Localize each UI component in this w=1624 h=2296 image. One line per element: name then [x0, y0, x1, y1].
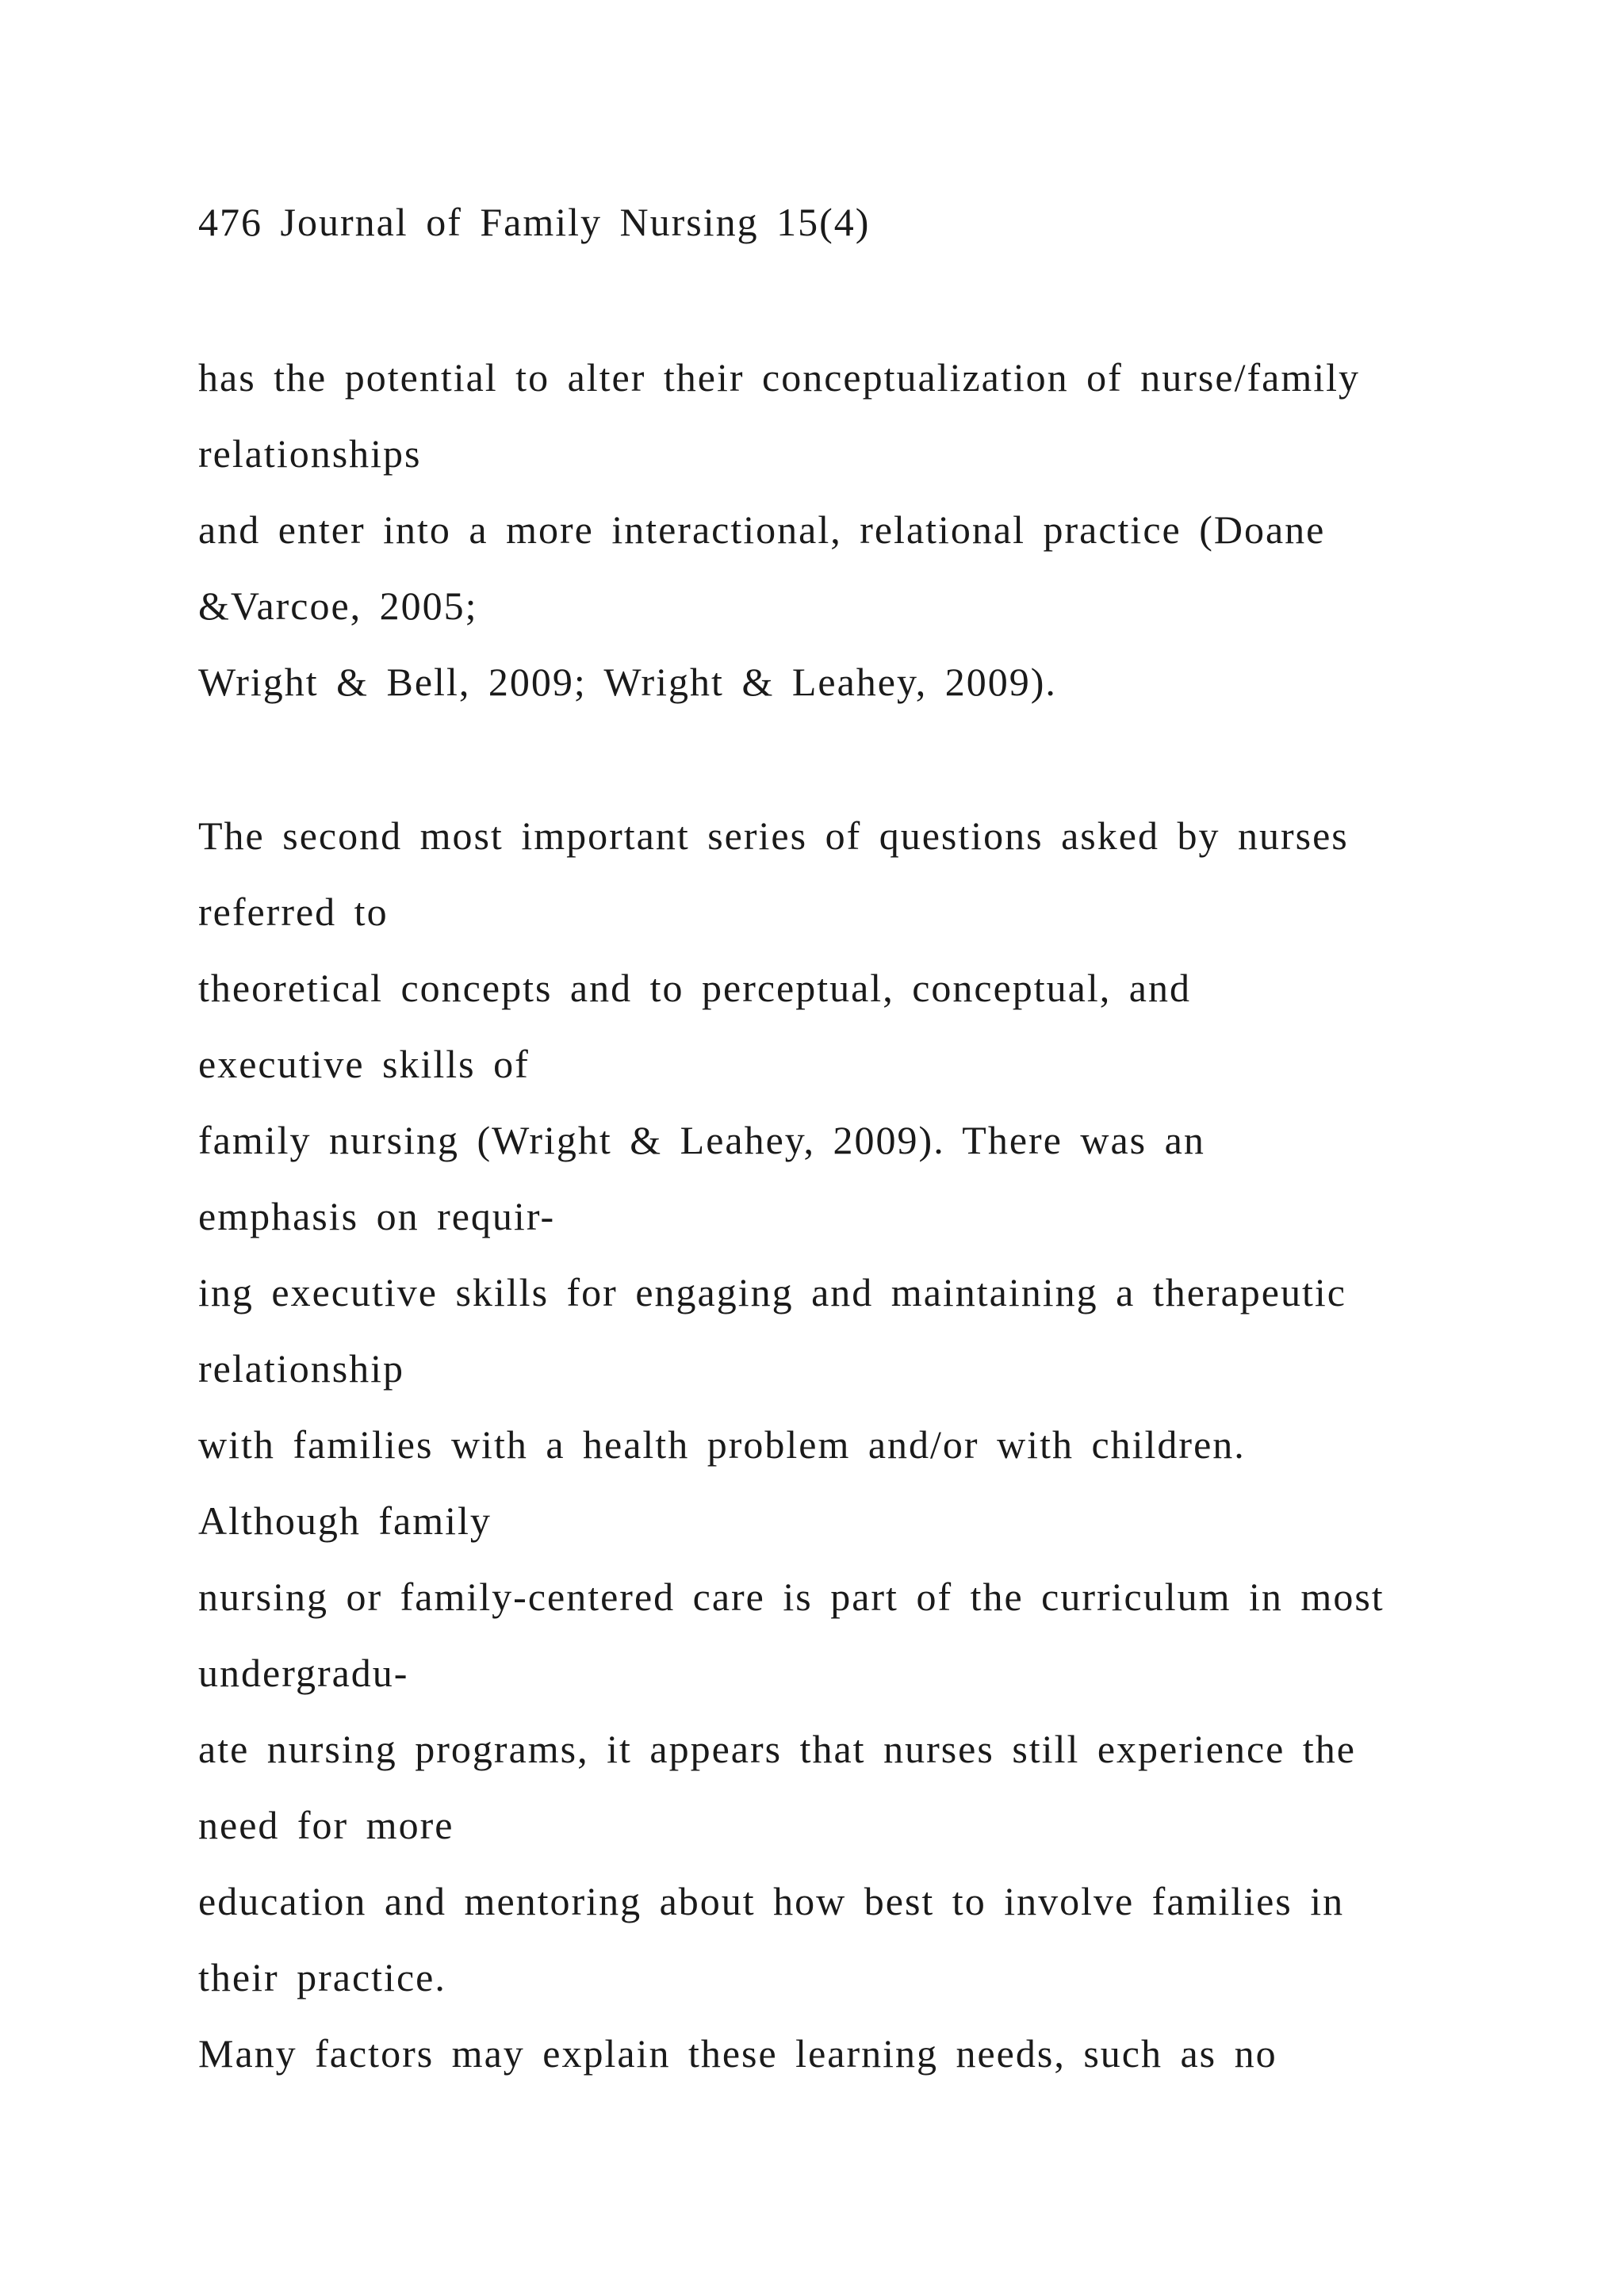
- text-line: family nursing (Wright & Leahey, 2009). There was an: [198, 1118, 1205, 1162]
- text-line: emphasis on requir-: [198, 1194, 556, 1238]
- text-line: has the potential to alter their conceptualization of nurse/family: [198, 355, 1360, 400]
- text-line: The second most important series of questions asked by nurses: [198, 813, 1349, 858]
- text-line: Many factors may explain these learning needs, such as no: [198, 2031, 1277, 2076]
- running-header: 476 Journal of Family Nursing 15(4): [198, 200, 871, 244]
- text-line: executive skills of: [198, 1042, 530, 1086]
- text-line: with families with a health problem and/or with children.: [198, 1422, 1246, 1467]
- text-line: Wright & Bell, 2009; Wright & Leahey, 2009).: [198, 660, 1057, 704]
- text-line: undergradu-: [198, 1651, 409, 1695]
- paragraph-1: [198, 339, 1507, 720]
- text-line: ing executive skills for engaging and maintaining a therapeutic: [198, 1270, 1346, 1314]
- text-line: education and mentoring about how best to involve families in: [198, 1879, 1345, 1923]
- text-line: Although family: [198, 1498, 492, 1543]
- text-line: need for more: [198, 1803, 454, 1847]
- text-line: referred to: [198, 890, 389, 934]
- text-line: relationship: [198, 1346, 405, 1391]
- text-line: relationships: [198, 431, 422, 476]
- paragraph-2: [198, 798, 1507, 2091]
- text-line: ate nursing programs, it appears that nurses still experience the: [198, 1727, 1356, 1771]
- text-line: nursing or family-centered care is part of the curriculum in most: [198, 1575, 1385, 1619]
- text-line: and enter into a more interactional, relational practice (Doane: [198, 507, 1326, 552]
- text-line: theoretical concepts and to perceptual, conceptual, and: [198, 966, 1191, 1010]
- text-line: their practice.: [198, 1955, 446, 1999]
- text-line: &Varcoe, 2005;: [198, 584, 478, 628]
